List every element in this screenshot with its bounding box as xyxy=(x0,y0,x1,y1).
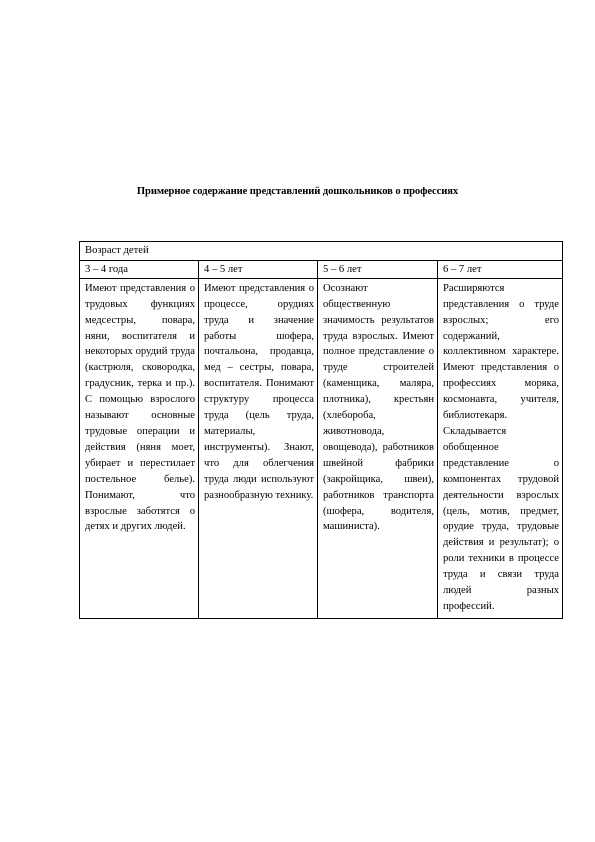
content-cell: Имеют представления о трудовых функциях медсестры, повара, няни, воспитателя и некоторых орудий труда (кастрюля, сковородка, градусник, терка и пр.). С помощью взрослого называют основные трудовые операции и действия (няня моет, убирает и перестилает постельное белье). Понимают, что взрослые заботятся о детях и других людей. xyxy=(80,278,199,618)
age-group-cell: 5 – 6 лет xyxy=(318,260,438,278)
content-cell: Имеют представления о процессе, орудиях труда и значение работы шофера, почтальона, продавца, мед – сестры, повара, воспитателя. Понимают структуру процесса труда (цель труда, материалы, инструменты). Знают, что для облегчения труда люди используют разнообразную технику. xyxy=(199,278,318,618)
table-header-cell: Возраст детей xyxy=(80,242,563,261)
age-group-cell: 4 – 5 лет xyxy=(199,260,318,278)
age-group-cell: 6 – 7 лет xyxy=(438,260,563,278)
document-title: Примерное содержание представлений дошкольников о профессиях xyxy=(136,186,459,197)
content-row xyxy=(80,278,563,618)
age-group-cell: 3 – 4 года xyxy=(80,260,199,278)
content-cell: Осознают общественную значимость результатов труда взрослых. Имеют полное представление о труде строителей (каменщика, маляра, плотника), крестьян (хлебороба, животновода, овощевода), работников швейной фабрики (закройщика, швеи), работников транспорта (шофера, водителя, машиниста). xyxy=(318,278,438,618)
age-groups-row xyxy=(80,260,563,278)
content-cell: Расширяются представления о труде взрослых; его содержаний, коллективном характере. Имеют представления о профессиях моряка, космонавта, учителя, библиотекаря. Складывается обобщенное представление о компонентах трудовой деятельности взрослых (цель, мотив, предмет, орудие труда, трудовые действия и результат); о роли техники в процессе труда и связи труда людей разных профессий. xyxy=(438,278,563,618)
professions-table xyxy=(79,241,563,619)
table-header-row xyxy=(80,242,563,261)
